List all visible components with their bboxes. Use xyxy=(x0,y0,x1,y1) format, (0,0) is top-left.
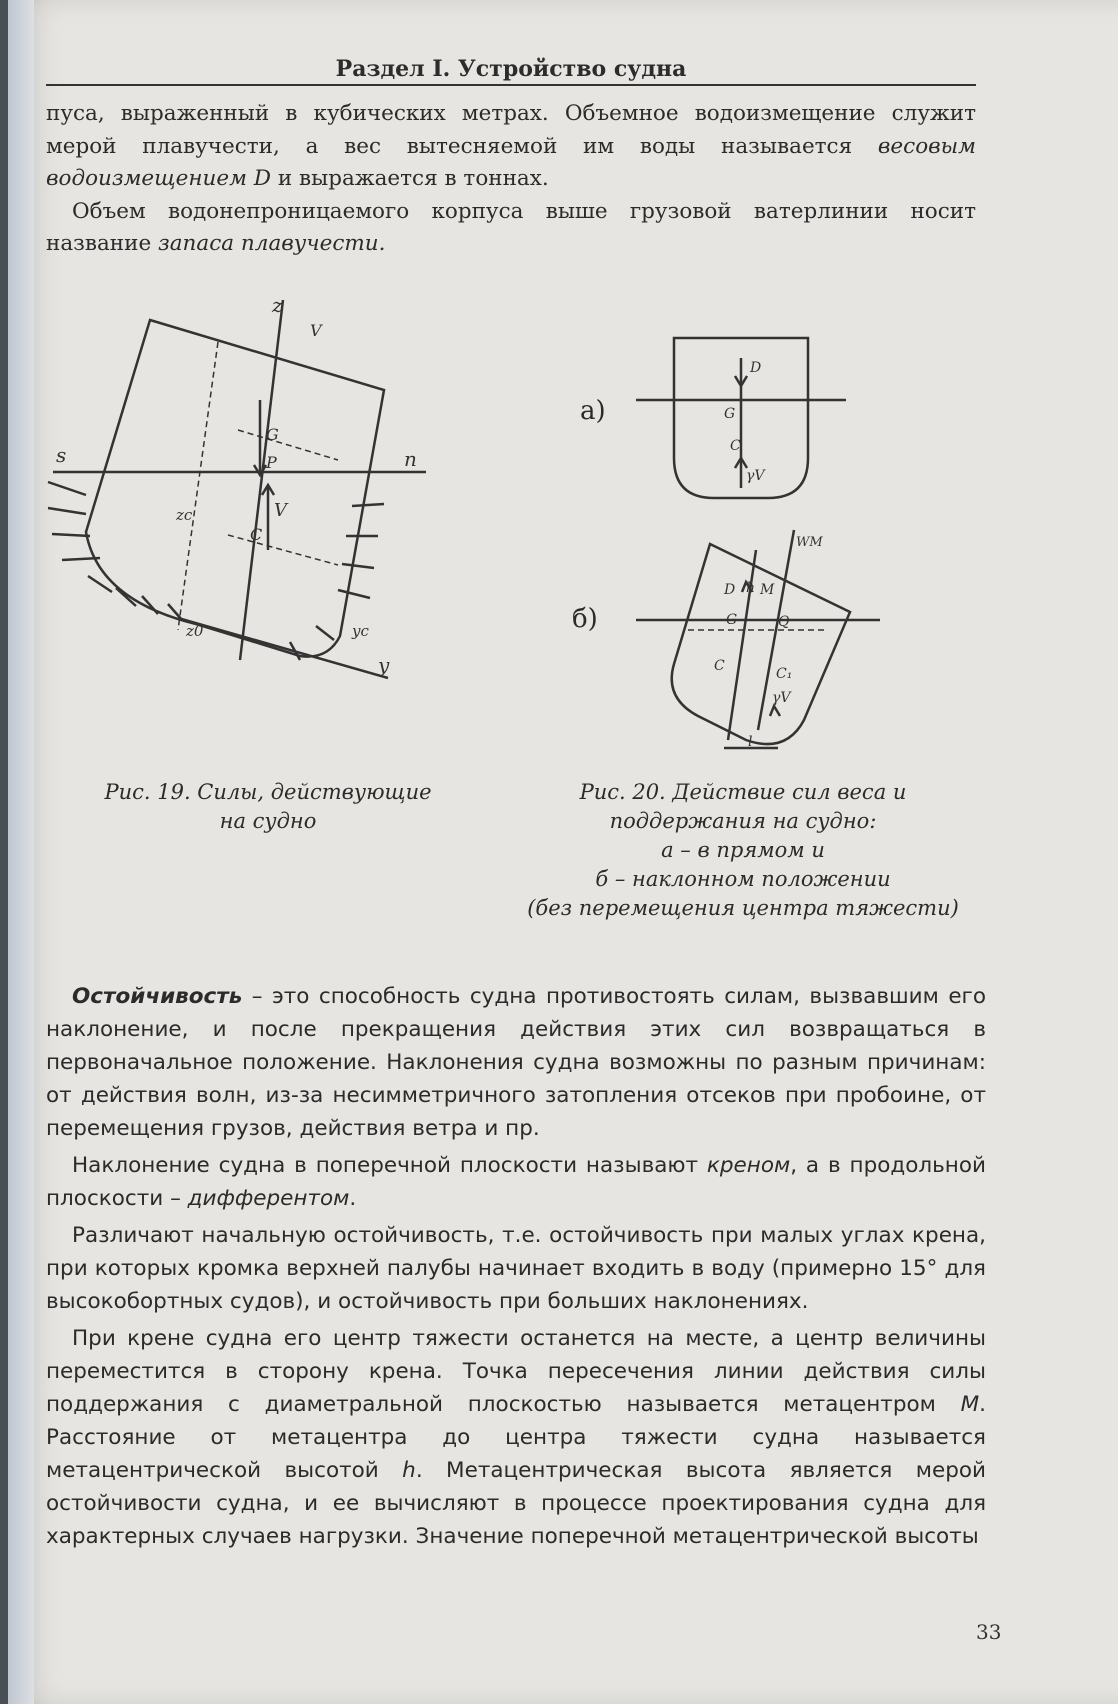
book-spine xyxy=(8,0,34,1704)
svg-text:s: s xyxy=(56,443,67,467)
svg-text:D: D xyxy=(750,360,762,376)
svg-text:G: G xyxy=(724,406,736,422)
running-header: Раздел I. Устройство судна xyxy=(335,56,687,82)
svg-text:C: C xyxy=(250,525,263,544)
figure-20-caption: Рис. 20. Действие сил веса и поддержания на судно: а – в прямом и б – наклонном положении (без перемещения центра тяжести) xyxy=(527,780,959,920)
figure-19-caption: Рис. 19. Силы, действующие на судно xyxy=(104,780,432,833)
paragraph-heel-trim: Наклонение судна в поперечной плоскости называют креном, а в продольной плоскости – дифферентом. xyxy=(46,1153,986,1211)
paragraph-buoyancy-reserve: Объем водонепроницаемого корпуса выше грузовой ватерлинии носит название запаса плавучести. xyxy=(46,198,976,256)
svg-text:M: M xyxy=(760,582,775,598)
paragraph-initial-stability: Различают начальную остойчивость, т.е. остойчивость при малых углах крена, при которых кромка верхней палубы начинает входить в воду (примерно 15° для высокобортных судов), и остойчивость при больших наклонениях. xyxy=(46,1223,986,1314)
svg-text:C₁: C₁ xyxy=(776,666,793,682)
svg-text:C: C xyxy=(730,438,741,454)
figure-20-label-b: б) xyxy=(572,604,598,634)
figure-20a-diagram xyxy=(626,328,856,508)
figure-19-diagram xyxy=(38,300,478,740)
svg-text:V: V xyxy=(274,500,287,521)
svg-text:WM: WM xyxy=(796,535,823,550)
svg-text:l: l xyxy=(748,734,753,750)
paragraph-stability: Остойчивость – это способность судна противостоять силам, вызвавшим его наклонение, и после прекращения действия этих сил возвращаться в первоначальное положение. Наклонения судна возможны по разным причинам: от действия волн, из-за несимметричного затопления отсеков при пробоине, от перемещения грузов, действия ветра и пр. xyxy=(46,984,986,1141)
svg-text:n: n xyxy=(404,447,417,471)
svg-text:P: P xyxy=(266,453,277,472)
svg-text:G: G xyxy=(266,425,279,444)
paragraph-metacenter: При крене судна его центр тяжести останется на месте, а центр величины переместится в сторону крена. Точка пересечения линии действия силы поддержания с диаметральной плоскостью называется метацентром M. Расстояние от метацентра до центра тяжести судна называется метацентрической высотой h. Метацентрическая высота является мерой остойчивости судна, и ее вычисляют в процессе проектирования судна для характерных случаев нагрузки. Значение поперечной метацентрической высоты xyxy=(46,1326,986,1549)
svg-text:z: z xyxy=(272,300,283,317)
figure-20b-diagram xyxy=(628,520,888,760)
page-number: 33 xyxy=(976,1620,1002,1644)
svg-text:y: y xyxy=(378,653,390,677)
svg-text:γV: γV xyxy=(772,690,791,706)
svg-text:h: h xyxy=(746,580,756,596)
svg-text:C: C xyxy=(714,658,725,674)
svg-text:D: D xyxy=(724,582,736,598)
svg-text:γV: γV xyxy=(746,468,765,484)
book-page xyxy=(8,0,1118,1704)
top-text xyxy=(46,98,976,261)
header-rule xyxy=(46,84,976,86)
svg-text:zc: zc xyxy=(176,506,193,524)
svg-text:Q: Q xyxy=(778,614,790,630)
bottom-text xyxy=(46,980,986,1557)
figure-20-label-a: а) xyxy=(580,396,606,426)
svg-text:yc: yc xyxy=(352,622,369,640)
svg-text:G: G xyxy=(726,612,738,628)
svg-text:V: V xyxy=(310,321,322,340)
paragraph-displacement: пуса, выраженный в кубических метрах. Объемное водоизмещение служит мерой плавучести, а вес вытесняемой им воды называется весовым водоизмещением D и выражается в тоннах. xyxy=(46,101,976,191)
svg-text:z0: z0 xyxy=(186,622,204,640)
